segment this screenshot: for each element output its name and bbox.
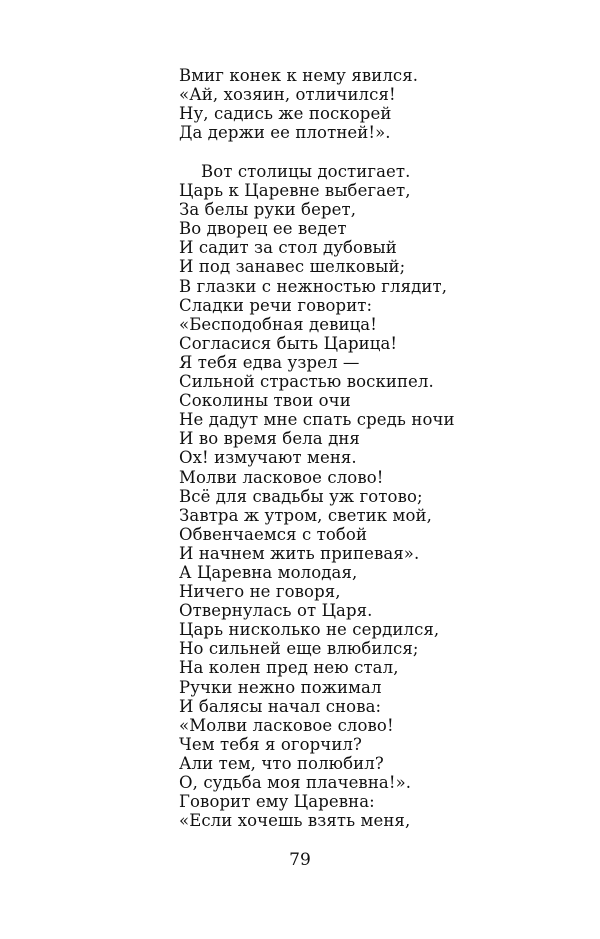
verse-line: Сладки речи говорит: [179,295,373,315]
verse-line: Я тебя едва узрел — [179,352,360,372]
verse-line: За белы руки берет, [179,200,357,220]
page-number: 79 [289,850,311,870]
verse-line: И под занавес шелковый; [179,257,406,277]
verse-line: Молви ласковое слово! [179,467,384,487]
verse-line: О, судьба моя плачевна!». [179,773,412,792]
verse-line: Соколины твои очи [179,391,351,411]
stanza [179,162,455,830]
verse-line: И балясы начал снова: [179,696,382,716]
stanza [179,66,418,142]
verse-line: Завтра ж утром, светик мой, [179,505,432,525]
verse-line: «Бесподобная девица! [179,314,377,334]
verse-line: Говорит ему Царевна: [179,792,375,812]
verse-line: И начнем жить припевая». [179,543,420,563]
verse-line: Чем тебя я огорчил? [179,734,362,754]
verse-line: И садит за стол дубовый [179,238,397,258]
verse-line: Отвернулась от Царя. [179,601,373,621]
verse-line: Ничего не говоря, [179,582,341,602]
verse-line: В глазки с нежностью глядит, [179,276,448,296]
verse-line: Вот столицы достигает. [201,162,411,181]
verse-line: Сильной страстью воскипел. [179,372,434,392]
verse-line: Всё для свадьбы уж готово; [179,486,423,506]
verse-line: И во время бела дня [179,429,360,449]
verse-line: Царь нисколько не сердился, [179,620,440,640]
verse-line: Да держи ее плотней!». [179,123,391,143]
verse-line: Ну, садись же поскорей [179,104,392,124]
verse-line: «Если хочешь взять меня, [179,811,411,831]
verse-line: «Молви ласковое слово! [179,715,394,735]
verse-line: А Царевна молодая, [179,562,358,582]
verse-line: Ручки нежно пожимал [179,677,382,697]
verse-line: Согласися быть Царица! [179,333,398,353]
verse-line: Вмиг конек к нему явился. [179,66,419,85]
verse-line: Ох! измучают меня. [179,448,357,468]
verse-line: Во дворец ее ведет [179,219,347,239]
verse-line: Царь к Царевне выбегает, [179,181,411,201]
verse-line: «Ай, хозяин, отличился! [179,85,396,105]
verse-line: Но сильней еще влюбился; [179,639,419,659]
verse-line: Обвенчаемся с тобой [179,524,368,544]
verse-line: На колен пред нею стал, [179,658,399,678]
verse-line: Не дадут мне спать средь ночи [179,410,455,430]
verse-line: Али тем, что полюбил? [179,753,384,773]
